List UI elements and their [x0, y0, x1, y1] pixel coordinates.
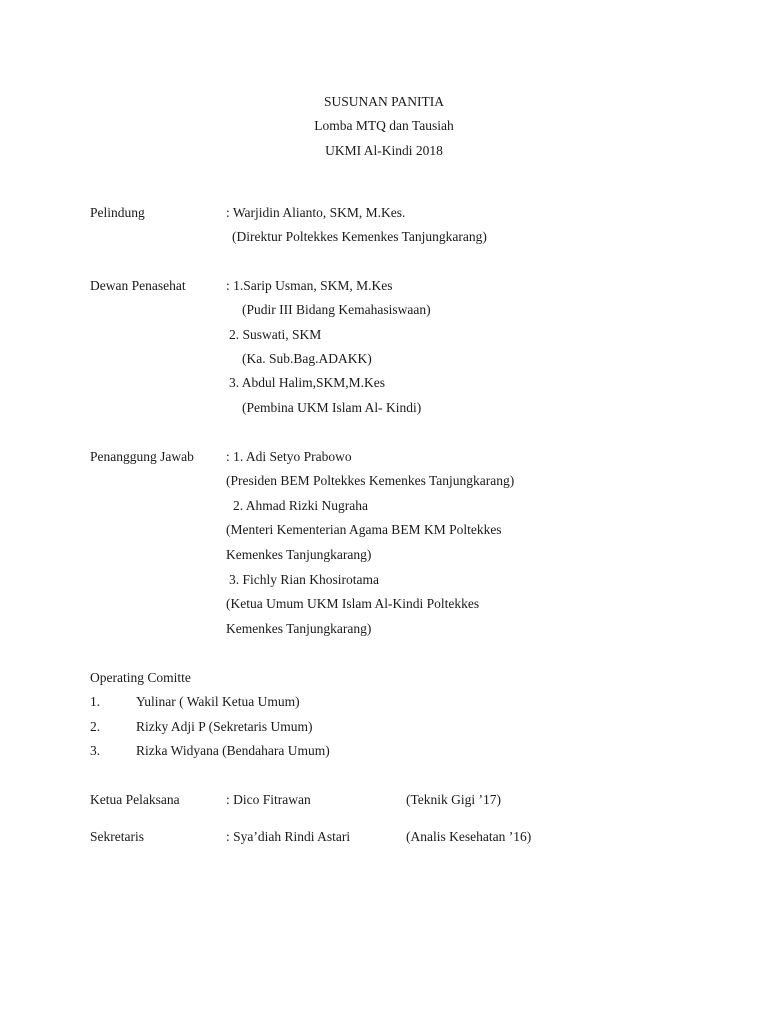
dewan-penasehat-label: Dewan Penasehat: [90, 278, 186, 293]
pelindung-name: : Warjidin Alianto, SKM, M.Kes.: [226, 205, 406, 220]
dewan-penasehat-member-role: (Ka. Sub.Bag.ADAKK): [242, 351, 372, 366]
penanggung-jawab-member-name: 3. Fichly Rian Khosirotama: [229, 572, 379, 587]
sekretaris-name: : Sya’diah Rindi Astari: [226, 829, 351, 844]
penanggung-jawab-member-role: (Presiden BEM Poltekkes Kemenkes Tanjungkarang): [226, 473, 515, 488]
penanggung-jawab-member-role: (Ketua Umum UKM Islam Al-Kindi Poltekkes: [226, 596, 480, 611]
document-subtitle: Lomba MTQ dan Tausiah: [314, 118, 454, 133]
dewan-penasehat-member-name: 3. Abdul Halim,SKM,M.Kes: [229, 375, 386, 390]
dewan-penasehat-member-name: : 1.Sarip Usman, SKM, M.Kes: [226, 278, 393, 293]
sekretaris-label: Sekretaris: [90, 829, 144, 844]
penanggung-jawab-member-role: Kemenkes Tanjungkarang): [226, 621, 372, 636]
dewan-penasehat-member-role: (Pudir III Bidang Kemahasiswaan): [242, 302, 431, 317]
penanggung-jawab-member-name: 2. Ahmad Rizki Nugraha: [233, 498, 368, 513]
operating-comitte-item-text: Yulinar ( Wakil Ketua Umum): [136, 694, 300, 709]
operating-comitte-item-number: 2.: [90, 719, 101, 734]
penanggung-jawab-member-role: Kemenkes Tanjungkarang): [226, 547, 372, 562]
document-org-year: UKMI Al-Kindi 2018: [325, 143, 443, 158]
ketua-pelaksana-label: Ketua Pelaksana: [90, 792, 180, 807]
operating-comitte-item-text: Rizky Adji P (Sekretaris Umum): [136, 719, 313, 734]
pelindung-label: Pelindung: [90, 205, 145, 220]
ketua-pelaksana-dept: (Teknik Gigi ’17): [406, 792, 502, 807]
document-title: SUSUNAN PANITIA: [324, 94, 444, 109]
dewan-penasehat-member-name: 2. Suswati, SKM: [229, 327, 322, 342]
pelindung-role: (Direktur Poltekkes Kemenkes Tanjungkarang): [232, 229, 487, 244]
operating-comitte-item-text: Rizka Widyana (Bendahara Umum): [136, 743, 330, 758]
operating-comitte-label: Operating Comitte: [90, 670, 191, 685]
operating-comitte-item-number: 1.: [90, 694, 101, 709]
penanggung-jawab-member-name: : 1. Adi Setyo Prabowo: [226, 449, 352, 464]
penanggung-jawab-label: Penanggung Jawab: [90, 449, 194, 464]
dewan-penasehat-member-role: (Pembina UKM Islam Al- Kindi): [242, 400, 422, 415]
ketua-pelaksana-name: : Dico Fitrawan: [226, 792, 311, 807]
operating-comitte-item-number: 3.: [90, 743, 101, 758]
sekretaris-dept: (Analis Kesehatan ’16): [406, 829, 532, 844]
penanggung-jawab-member-role: (Menteri Kementerian Agama BEM KM Poltekkes: [226, 522, 502, 537]
